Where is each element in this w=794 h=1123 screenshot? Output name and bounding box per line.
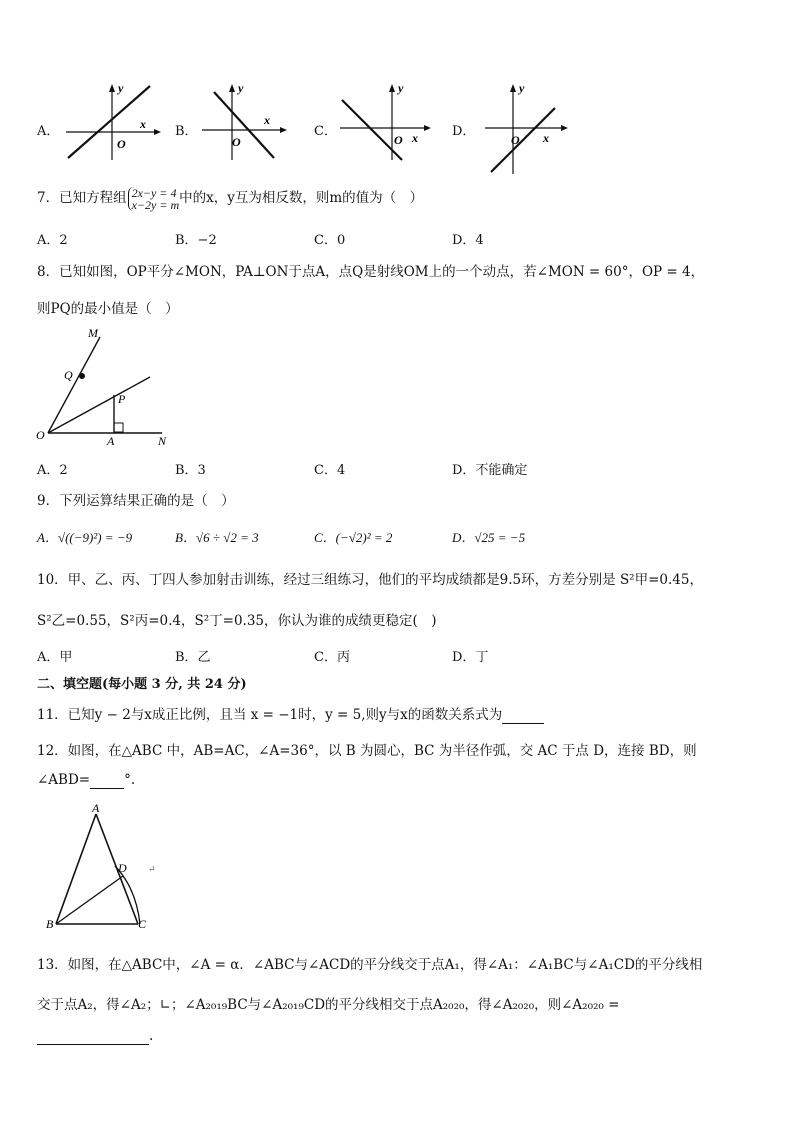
svg-text:N: N [158, 434, 167, 448]
svg-text:D: D [118, 861, 127, 875]
svg-text:y: y [519, 81, 525, 95]
q8-option-a[interactable]: A．2 [37, 463, 68, 478]
q12-figure [44, 800, 164, 934]
svg-text:O: O [232, 135, 241, 149]
svg-text:x: x [543, 131, 549, 145]
svg-text:y: y [118, 81, 124, 95]
q7-stem: 7．已知方程组 2x−y = 4 x−2y = m中的x，y互为相反数，则m的值为（ ） [37, 185, 424, 212]
q8-stem-line2: 则PQ的最小值是（ ） [37, 301, 179, 317]
q6-option-a-label[interactable]: A． [37, 124, 60, 139]
q10-stem-line2: S²乙=0.55，S²丙=0.4，S²丁=0.35，你认为谁的成绩更稳定( ) [37, 613, 437, 629]
q6-graph-c [336, 80, 436, 162]
q10-stem-line1: 10．甲、乙、丙、丁四人参加射击训练，经过三组练习，他们的平均成绩都是9.5环，方差分别是 S²甲=0.45， [37, 572, 703, 588]
q9-option-c[interactable]: C．(−√2)² = 2 [314, 530, 393, 545]
q8-option-c[interactable]: C．4 [314, 463, 346, 478]
svg-text:y: y [398, 81, 404, 95]
svg-text:O: O [36, 428, 45, 442]
q10-option-d[interactable]: D．丁 [452, 650, 489, 665]
svg-text:y: y [238, 81, 244, 95]
q13-stem-line1: 13．如图，在△ABC中，∠A = α．∠ABC与∠ACD的平分线交于点A₁，得∠A₁：∠A₁BC与∠A₁CD的平分线相 [37, 957, 703, 973]
svg-text:↵: ↵ [148, 864, 156, 874]
q8-figure [34, 325, 179, 449]
q9-stem: 9．下列运算结果正确的是（ ） [37, 493, 235, 509]
q13-stem-line3: . [37, 1028, 153, 1045]
q13-answer-blank[interactable] [37, 1028, 149, 1045]
q7-option-b[interactable]: B．−2 [175, 233, 217, 248]
svg-text:x: x [264, 113, 270, 127]
section-heading-fill-in: 二、填空题(每小题 3 分, 共 24 分) [37, 677, 247, 692]
q9-option-a[interactable]: A．√((−9)²) = −9 [37, 530, 133, 545]
svg-text:O: O [394, 133, 403, 147]
svg-text:O: O [511, 133, 520, 147]
q6-option-c-label[interactable]: C． [314, 124, 337, 139]
q7-option-c[interactable]: C．0 [314, 233, 346, 248]
svg-text:O: O [117, 137, 126, 151]
q6-option-b-label[interactable]: B． [175, 124, 198, 139]
q6-graph-b [198, 80, 290, 162]
svg-text:x: x [412, 131, 418, 145]
q13-stem-line2: 交于点A₂，得∠A₂；∟；∠A₂₀₁₉BC与∠A₂₀₁₉CD的平分线相交于点A₂₀₂₀，得∠A₂₀₂₀，则∠A₂₀₂₀ = [37, 997, 620, 1013]
q6-graph-a [62, 80, 162, 162]
svg-text:A: A [107, 434, 115, 448]
q12-stem-line2: ∠ABD= °. [37, 772, 136, 788]
svg-text:Q: Q [64, 368, 73, 382]
q7-option-d[interactable]: D．4 [452, 233, 484, 248]
svg-text:x: x [140, 117, 146, 131]
q6-option-d-label[interactable]: D． [452, 124, 476, 139]
svg-text:C: C [138, 917, 147, 931]
svg-text:B: B [46, 917, 54, 931]
q8-stem-line1: 8．已知如图，OP平分∠MON，PA⊥ON于点A，点Q是射线OM上的一个动点，若∠MON = 60°，OP = 4， [37, 264, 705, 280]
q12-stem-line1: 12．如图，在△ABC 中，AB=AC，∠A=36°，以 B 为圆心，BC 为半径作弧，交 AC 于点 D，连接 BD，则 [37, 743, 697, 759]
q11-stem: 11．已知y − 2与x成正比例，且当 x = −1时，y = 5,则y与x的函数关系式为 [37, 703, 544, 724]
q6-graph-d [483, 80, 575, 178]
q10-option-a[interactable]: A．甲 [37, 650, 73, 665]
q9-option-d[interactable]: D．√25 = −5 [452, 530, 526, 545]
svg-text:A: A [92, 801, 100, 815]
svg-text:M: M [88, 326, 98, 340]
svg-text:P: P [118, 392, 126, 406]
q11-answer-blank[interactable] [502, 707, 544, 724]
q8-option-d[interactable]: D．不能确定 [452, 463, 528, 478]
q7-option-a[interactable]: A．2 [37, 233, 68, 248]
q9-option-b[interactable]: B．√6 ÷ √2 = 3 [175, 530, 259, 545]
q7-equation-system: 2x−y = 4 x−2y = m [128, 187, 180, 211]
q10-option-b[interactable]: B．乙 [175, 650, 211, 665]
q10-option-c[interactable]: C．丙 [314, 650, 350, 665]
q12-answer-blank[interactable] [90, 772, 124, 789]
q8-option-b[interactable]: B．3 [175, 463, 206, 478]
